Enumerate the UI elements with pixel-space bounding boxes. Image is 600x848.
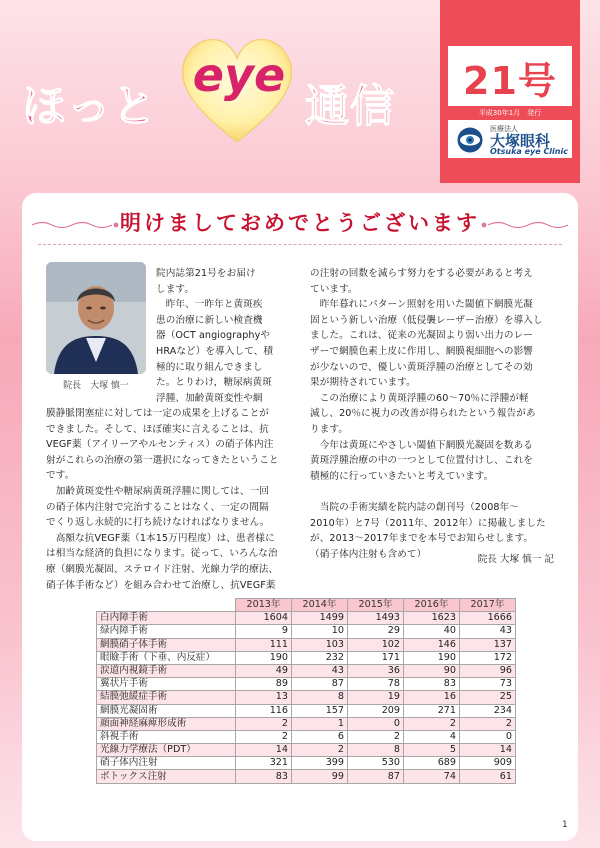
count-cell: 87 xyxy=(348,770,404,783)
table-header-row xyxy=(97,599,516,612)
text-line: です。 xyxy=(46,470,75,482)
text-line: できました。そして、ほぼ確実に言えることは、抗 xyxy=(46,423,269,435)
text-line: 高額な抗VEGF薬（1本15万円程度）は、患者様に xyxy=(46,532,275,544)
count-cell: 2 xyxy=(236,717,292,730)
text-line: （硝子体内注射も含めて） xyxy=(310,548,427,560)
text-line: 加齢黄斑変性や糖尿病黄斑浮腫に関しては、一回 xyxy=(46,485,269,497)
procedure-label: 顔面神経麻痺形成術 xyxy=(97,717,236,730)
count-cell: 2 xyxy=(348,730,404,743)
count-cell: 137 xyxy=(460,638,516,651)
count-cell: 8 xyxy=(348,744,404,757)
count-cell: 2 xyxy=(404,717,460,730)
text-line: ています。 xyxy=(310,283,358,295)
text-line: 今年は黄斑にやさしい閾値下網膜光凝固を数ある xyxy=(310,439,533,451)
count-cell: 49 xyxy=(236,664,292,677)
count-cell: 43 xyxy=(292,664,348,677)
surgery-table xyxy=(96,598,516,784)
count-cell: 1666 xyxy=(460,612,516,625)
count-cell: 1604 xyxy=(236,612,292,625)
count-cell: 190 xyxy=(404,651,460,664)
count-cell: 8 xyxy=(292,691,348,704)
text-line: の注射の回数を減らす努力をする必要があると考え xyxy=(310,268,533,279)
issue-number: 21号 xyxy=(463,59,557,103)
article-col1-top xyxy=(156,266,273,406)
procedure-label: 結膜弛緩症手術 xyxy=(97,691,236,704)
table-row xyxy=(97,678,516,691)
count-cell: 90 xyxy=(404,664,460,677)
count-cell: 36 xyxy=(348,664,404,677)
article-col1-full xyxy=(46,406,279,593)
count-cell: 2 xyxy=(460,717,516,730)
count-cell: 909 xyxy=(460,757,516,770)
count-cell: 40 xyxy=(404,625,460,638)
count-cell: 209 xyxy=(348,704,404,717)
count-cell: 99 xyxy=(292,770,348,783)
text-line: の硝子体内注射で完治することはなく、一定の間隔 xyxy=(46,501,269,513)
text-line: 浮腫、加齢黄斑変性や網 xyxy=(156,392,263,404)
table-row xyxy=(97,664,516,677)
count-cell: 43 xyxy=(460,625,516,638)
table-row xyxy=(97,744,516,757)
count-cell: 2 xyxy=(236,730,292,743)
masthead-title-eye: eye xyxy=(192,48,286,102)
count-cell: 13 xyxy=(236,691,292,704)
count-cell: 6 xyxy=(292,730,348,743)
text-line: 射がこれらの治療の第一選択になってきたということ xyxy=(46,454,279,466)
text-line: HRAなど）を導入して、積 xyxy=(156,345,274,357)
clinic-logo-box xyxy=(448,120,572,158)
issue-date: 平成30年1月 発行 xyxy=(478,109,542,117)
text-line xyxy=(310,484,546,500)
year-header: 2014年 xyxy=(292,599,348,612)
photo-caption: 院長 大塚 慎一 xyxy=(63,381,129,391)
count-cell: 87 xyxy=(292,678,348,691)
text-line: ザーで網膜色素上皮に作用し、網膜視細胞への影響 xyxy=(310,345,533,357)
count-cell: 234 xyxy=(460,704,516,717)
year-header: 2015年 xyxy=(348,599,404,612)
text-line: 硝子体手術など）を組み合わせて治療し、抗VEGF薬 xyxy=(46,579,276,591)
text-line: この治療により黄斑浮腫の60～70％に浮腫が軽 xyxy=(310,392,529,404)
table-row xyxy=(97,757,516,770)
clinic-kind: 医療法人 xyxy=(490,125,518,133)
procedure-label: 光線力学療法（PDT） xyxy=(97,744,236,757)
text-line: 膜静脈閉塞症に対しては一定の成果を上げることが xyxy=(46,408,269,419)
issue-number-box xyxy=(448,46,572,106)
count-cell: 5 xyxy=(404,744,460,757)
text-line: 極的に取り組んできまし xyxy=(156,361,263,373)
procedure-label: 網膜硝子体手術 xyxy=(97,638,236,651)
count-cell: 9 xyxy=(236,625,292,638)
table-row xyxy=(97,612,516,625)
count-cell: 146 xyxy=(404,638,460,651)
count-cell: 689 xyxy=(404,757,460,770)
count-cell: 399 xyxy=(292,757,348,770)
count-cell: 271 xyxy=(404,704,460,717)
page-number: 1 xyxy=(562,820,568,830)
text-line: 患の治療に新しい検査機 xyxy=(156,314,263,326)
year-header: 2016年 xyxy=(404,599,460,612)
table-row xyxy=(97,625,516,638)
procedure-label: 硝子体内注射 xyxy=(97,757,236,770)
count-cell: 14 xyxy=(460,744,516,757)
text-line: 積極的に行っていきたいと考えています。 xyxy=(310,470,494,482)
text-line: でくり返し永続的に打ち続けなければなりません。 xyxy=(46,517,270,529)
text-line: 昨年、一昨年と黄斑疾 xyxy=(156,299,263,311)
text-line: ります。 xyxy=(310,423,349,435)
count-cell: 171 xyxy=(348,651,404,664)
count-cell: 1493 xyxy=(348,612,404,625)
count-cell: 89 xyxy=(236,678,292,691)
clinic-name-en: Otsuka eye Clinic xyxy=(490,147,568,156)
count-cell: 29 xyxy=(348,625,404,638)
count-cell: 73 xyxy=(460,678,516,691)
count-cell: 14 xyxy=(236,744,292,757)
procedure-label: 涙道内視鏡手術 xyxy=(97,664,236,677)
count-cell: 83 xyxy=(236,770,292,783)
text-line: 固という新しい治療（低侵襲レーザー治療）を導入し xyxy=(310,314,543,326)
count-cell: 1499 xyxy=(292,612,348,625)
procedure-label: 網膜光凝固術 xyxy=(97,704,236,717)
count-cell: 1 xyxy=(292,717,348,730)
count-cell: 111 xyxy=(236,638,292,651)
clinic-name: 大塚眼科 xyxy=(490,132,551,150)
count-cell: 19 xyxy=(348,691,404,704)
text-line: 院内誌第21号をお届け xyxy=(156,268,256,279)
text-line: た。とりわけ，糖尿病黄斑 xyxy=(156,377,272,389)
count-cell: 321 xyxy=(236,757,292,770)
table-corner xyxy=(97,599,236,612)
count-cell: 103 xyxy=(292,638,348,651)
table-row xyxy=(97,691,516,704)
text-line: 減し、20％に視力の改善が得られたという報告があ xyxy=(310,408,536,420)
text-line: VEGF薬（アイリーアやルセンティス）の硝子体内注 xyxy=(46,439,274,451)
count-cell: 102 xyxy=(348,638,404,651)
count-cell: 157 xyxy=(292,704,348,717)
count-cell: 172 xyxy=(460,651,516,664)
text-line: 黄斑浮腫治療の中の一つとして位置付けし、これを xyxy=(310,455,533,467)
count-cell: 116 xyxy=(236,704,292,717)
table-row xyxy=(97,638,516,651)
table-row xyxy=(97,717,516,730)
text-line: は相当な経済的負担になります。従って、いろんな治 xyxy=(46,548,278,560)
count-cell: 0 xyxy=(348,717,404,730)
text-line: が、2013～2017年までを本号でお知らせします。 xyxy=(310,533,534,545)
article-headline: 明けましておめでとうございます xyxy=(120,210,480,235)
count-cell: 530 xyxy=(348,757,404,770)
procedure-label: 翼状片手術 xyxy=(97,678,236,691)
text-line: 昨年暮れにパターン照射を用いた閾値下網膜光凝 xyxy=(310,299,533,311)
count-cell: 10 xyxy=(292,625,348,638)
masthead-title-right: 通信 xyxy=(305,81,395,132)
count-cell: 96 xyxy=(460,664,516,677)
procedure-label: 眼瞼手術（下垂、内反症） xyxy=(97,651,236,664)
table-row xyxy=(97,651,516,664)
procedure-label: 緑内障手術 xyxy=(97,625,236,638)
year-header: 2017年 xyxy=(460,599,516,612)
year-header: 2013年 xyxy=(236,599,292,612)
director-photo xyxy=(46,262,146,374)
text-line: します。 xyxy=(156,283,195,295)
procedure-label: 斜視手術 xyxy=(97,730,236,743)
count-cell: 0 xyxy=(460,730,516,743)
text-line: 器（OCT angiographyや xyxy=(156,330,271,342)
table-row xyxy=(97,704,516,717)
clinic-eye-logo-icon xyxy=(456,126,484,154)
article-col2 xyxy=(310,266,546,562)
count-cell: 83 xyxy=(404,678,460,691)
masthead-title-left: ほっと xyxy=(22,81,157,132)
procedure-label: ボトックス注射 xyxy=(97,770,236,783)
count-cell: 232 xyxy=(292,651,348,664)
headline-divider xyxy=(38,244,562,246)
count-cell: 2 xyxy=(292,744,348,757)
procedure-label: 白内障手術 xyxy=(97,612,236,625)
text-line: 療（網膜光凝固、ステロイド注射、光線力学的療法、 xyxy=(46,563,279,575)
table-row xyxy=(97,770,516,783)
text-line: 果が期待されています。 xyxy=(310,377,416,389)
text-line: ました。これは、従来の光凝固より弱い出力のレー xyxy=(310,330,533,342)
signature: 院長 大塚 慎一 記 xyxy=(477,554,554,565)
count-cell: 190 xyxy=(236,651,292,664)
count-cell: 61 xyxy=(460,770,516,783)
count-cell: 16 xyxy=(404,691,460,704)
count-cell: 74 xyxy=(404,770,460,783)
count-cell: 1623 xyxy=(404,612,460,625)
text-line: 当院の手術実績を院内誌の創刊号（2008年～ xyxy=(310,501,519,513)
text-line: が少ないので、優しい黄斑浮腫の治療としてその効 xyxy=(310,361,533,373)
table-row xyxy=(97,730,516,743)
count-cell: 78 xyxy=(348,678,404,691)
count-cell: 25 xyxy=(460,691,516,704)
text-line: 2010年）と7号（2011年、2012年）に掲載しました xyxy=(310,517,546,529)
count-cell: 4 xyxy=(404,730,460,743)
